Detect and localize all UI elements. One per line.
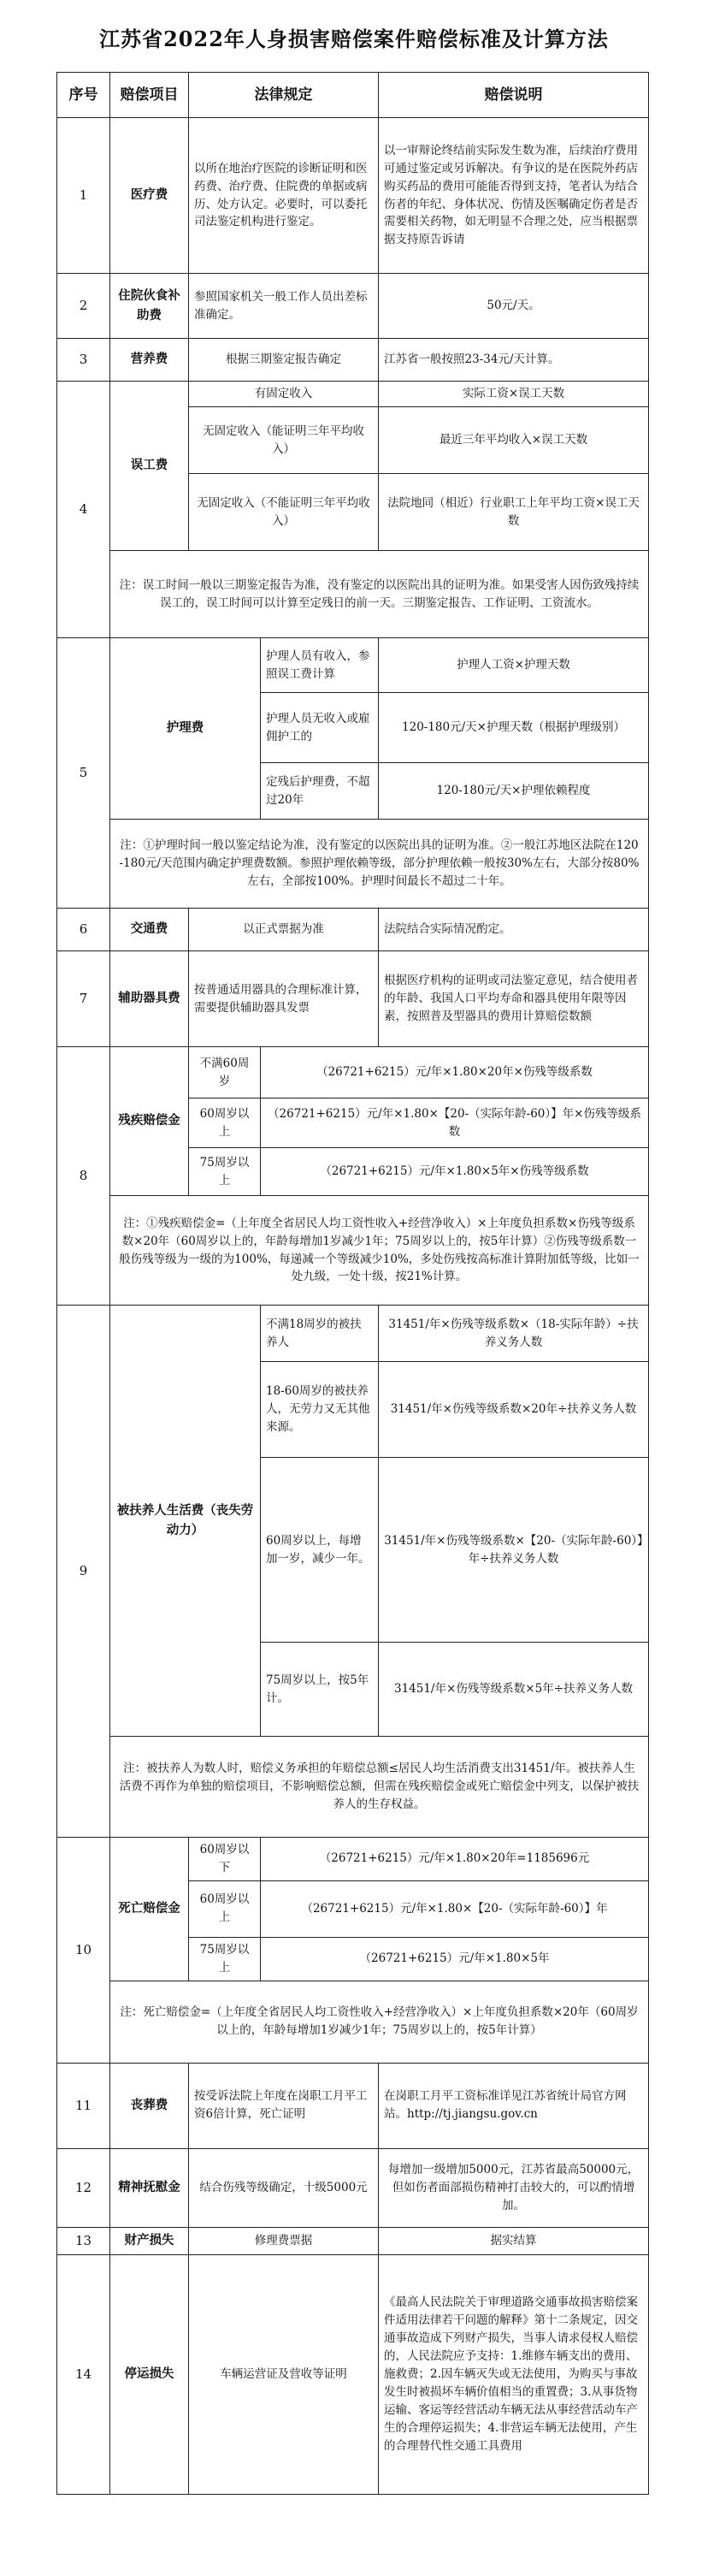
note-cell: 注：误工时间一般以三期鉴定报告为准，没有鉴定的以医院出具的证明为准。如果受害人因伤致残持续误工的，误工时间可以计算至定残日的前一天。三期鉴定报告、工作证明、工资流水。 xyxy=(110,551,649,638)
row-downtime-loss xyxy=(57,2254,649,2494)
header-no: 序号 xyxy=(57,73,110,118)
row-number: 14 xyxy=(57,2254,110,2494)
sub-explain-cell: 31451/年×伤残等级系数×20年÷扶养义务人数 xyxy=(379,1362,649,1458)
law-cell: 以正式票据为准 xyxy=(189,909,379,951)
note-cell: 注：死亡赔偿金=（上年度全省居民人均工资性收入+经营净收入）×上年度负担系数×20年（60周岁以上的，年龄每增加1岁减少1年；75周岁以上的，按5年计算） xyxy=(110,1981,649,2063)
row-number: 8 xyxy=(57,1047,110,1306)
item-name: 营养费 xyxy=(110,339,189,382)
sub-explain-cell: （26721+6215）元/年×1.80×20年=1185696元 xyxy=(261,1838,649,1881)
sub-law-cell: 60周岁以下 xyxy=(189,1838,261,1881)
header-explain: 赔偿说明 xyxy=(379,73,649,118)
row-number: 4 xyxy=(57,382,110,638)
row-disability-note xyxy=(57,1196,649,1306)
law-cell: 结合伤残等级确定，十级5000元 xyxy=(189,2148,379,2227)
item-name: 辅助器具费 xyxy=(110,951,189,1047)
row-nursing-note xyxy=(57,820,649,909)
item-name: 财产损失 xyxy=(110,2227,189,2254)
row-mental-distress xyxy=(57,2148,649,2227)
sub-law-cell: 75周岁以上 xyxy=(189,1937,261,1981)
item-name: 护理费 xyxy=(110,638,261,820)
sub-law-cell: 无固定收入（不能证明三年平均收入） xyxy=(189,474,379,551)
row-number: 6 xyxy=(57,909,110,951)
header-row xyxy=(57,73,649,118)
sub-explain-cell: （26721+6215）元/年×1.80×20年×伤残等级系数 xyxy=(261,1047,649,1099)
explain-cell: 50元/天。 xyxy=(379,274,649,339)
row-lost-wages-note xyxy=(57,551,649,638)
row-number: 9 xyxy=(57,1306,110,1838)
sub-explain-cell: 法院地同（相近）行业职工上年平均工资×误工天数 xyxy=(379,474,649,551)
sub-law-cell: 不满60周岁 xyxy=(189,1047,261,1099)
item-name: 住院伙食补助费 xyxy=(110,274,189,339)
sub-law-cell: 定残后护理费，不超过20年 xyxy=(261,763,379,820)
row-nursing xyxy=(57,638,649,693)
row-dependent-living xyxy=(57,1306,649,1362)
sub-law-cell: 18-60周岁的被扶养人，无劳力又无其他来源。 xyxy=(261,1362,379,1458)
item-name: 停运损失 xyxy=(110,2254,189,2494)
sub-explain-cell: 31451/年×伤残等级系数×5年÷扶养义务人数 xyxy=(379,1643,649,1737)
sub-explain-cell: （26721+6215）元/年×1.80×【20-（实际年龄-60）】年×伤残等级系数 xyxy=(261,1099,649,1148)
explain-cell: 江苏省一般按照23-34元/天计算。 xyxy=(379,339,649,382)
item-name: 精神抚慰金 xyxy=(110,2148,189,2227)
sub-explain-cell: 31451/年×伤残等级系数×（18-实际年龄）÷扶养义务人数 xyxy=(379,1306,649,1362)
sub-explain-cell: 31451/年×伤残等级系数×【20-（实际年龄-60）】年÷扶养义务人数 xyxy=(379,1458,649,1643)
sub-explain-cell: 护理人工资×护理天数 xyxy=(379,638,649,693)
row-number: 7 xyxy=(57,951,110,1047)
sub-law-cell: 75周岁以上，按5年计。 xyxy=(261,1643,379,1737)
sub-law-cell: 无固定收入（能证明三年平均收入） xyxy=(189,407,379,474)
sub-explain-cell: 实际工资×误工天数 xyxy=(379,382,649,407)
item-name: 医疗费 xyxy=(110,118,189,274)
explain-cell: 《最高人民法院关于审理道路交通事故损害赔偿案件适用法律若干问题的解释》第十二条规定，因交通事故造成下列财产损失，当事人请求侵权人赔偿的，人民法院应予支持：1.维修车辆支出的费用、施救费；2.因车辆灭失或无法使用，为购买与事故发生时被损坏车辆价值相当的重置费；3.从事货物运输、客运等经营活动车辆无法从事经营活动车产生的合理停运损失；4.非营运车辆无法使用，产生的合理替代性交通工具费用 xyxy=(379,2254,649,2494)
row-number: 1 xyxy=(57,118,110,274)
explain-cell: 据实结算 xyxy=(379,2227,649,2254)
sub-explain-cell: （26721+6215）元/年×1.80×5年×伤残等级系数 xyxy=(261,1148,649,1196)
item-name: 丧葬费 xyxy=(110,2063,189,2148)
item-name: 交通费 xyxy=(110,909,189,951)
sub-explain-cell: 120-180元/天×护理天数（根据护理级别） xyxy=(379,693,649,763)
row-meal-allowance xyxy=(57,274,649,339)
sub-law-cell: 60周岁以上 xyxy=(189,1099,261,1148)
law-cell: 修理费票据 xyxy=(189,2227,379,2254)
sub-law-cell: 60周岁以上，每增加一岁，减少一年。 xyxy=(261,1458,379,1643)
compensation-table xyxy=(56,72,649,2495)
row-transport xyxy=(57,909,649,951)
sub-law-cell: 60周岁以上 xyxy=(189,1880,261,1937)
explain-cell: 每增加一级增加5000元，江苏省最高50000元，但如伤者面部损伤精神打击较大的，可以酌情增加。 xyxy=(379,2148,649,2227)
explain-cell: 根据医疗机构的证明或司法鉴定意见，结合使用者的年龄、我国人口平均寿命和器具使用年限等因素，按照普及型器具的费用计算赔偿数额 xyxy=(379,951,649,1047)
row-nutrition xyxy=(57,339,649,382)
sub-law-cell: 不满18周岁的被扶养人 xyxy=(261,1306,379,1362)
row-funeral xyxy=(57,2063,649,2148)
sub-law-cell: 护理人员无收入或雇佣护工的 xyxy=(261,693,379,763)
row-number: 10 xyxy=(57,1838,110,2064)
header-item: 赔偿项目 xyxy=(110,73,189,118)
explain-cell: 以一审辩论终结前实际发生数为准，后续治疗费用可通过鉴定或另诉解决。有争议的是在医院外药店购买药品的费用可能能否得到支持，笔者认为结合伤者的年纪、身体状况、伤情及医嘱确定伤者是否需要相关药物，如无明显不合理之处，应当根据票据支持原告诉请 xyxy=(379,118,649,274)
note-cell: 注：①护理时间一般以鉴定结论为准，没有鉴定的以医院出具的证明为准。②一般江苏地区法院在120-180元/天范围内确定护理费数额。参照护理依赖等级，部分护理依赖一般按30%左右，大部分按80%左右，全部按100%。护理时间最长不超过二十年。 xyxy=(110,820,649,909)
item-name: 被扶养人生活费（丧失劳动力） xyxy=(110,1306,261,1737)
sub-law-cell: 75周岁以上 xyxy=(189,1148,261,1196)
law-cell: 以所在地治疗医院的诊断证明和医药费、治疗费、住院费的单据或病历、处方认定。必要时，可以委托司法鉴定机构进行鉴定。 xyxy=(189,118,379,274)
row-number: 13 xyxy=(57,2227,110,2254)
row-dependent-living-note xyxy=(57,1737,649,1838)
note-cell: 注：被扶养人为数人时，赔偿义务承担的年赔偿总额≤居民人均生活消费支出31451/年。被扶养人生活费不再作为单独的赔偿项目，不影响赔偿总额，但需在残疾赔偿金或死亡赔偿金中列支，以保护被扶养人的生存权益。 xyxy=(110,1737,649,1838)
item-name: 残疾赔偿金 xyxy=(110,1047,189,1196)
explain-cell: 在岗职工月平工资标准详见江苏省统计局官方网站。http://tj.jiangsu.gov.cn xyxy=(379,2063,649,2148)
law-cell: 按受诉法院上年度在岗职工月平工资6倍计算，死亡证明 xyxy=(189,2063,379,2148)
sub-law-cell: 有固定收入 xyxy=(189,382,379,407)
law-cell: 车辆运营证及营收等证明 xyxy=(189,2254,379,2494)
row-property-loss xyxy=(57,2227,649,2254)
row-death-compensation xyxy=(57,1838,649,1881)
law-cell: 根据三期鉴定报告确定 xyxy=(189,339,379,382)
row-death-compensation-note xyxy=(57,1981,649,2063)
sub-explain-cell: 最近三年平均收入×误工天数 xyxy=(379,407,649,474)
row-assistive-device xyxy=(57,951,649,1047)
sub-explain-cell: 120-180元/天×护理依赖程度 xyxy=(379,763,649,820)
note-cell: 注：①残疾赔偿金=（上年度全省居民人均工资性收入+经营净收入）×上年度负担系数×伤残等级系数×20年（60周岁以上的，年龄每增加1岁减少1年；75周岁以上的，按5年计算）②伤残等级系数一般伤残等级为一级的为100%，每递减一个等级减少10%，多处伤残按高标准计算附加低等级，比如一处九级，一处十级，按21%计算。 xyxy=(110,1196,649,1306)
sub-law-cell: 护理人员有收入，参照误工费计算 xyxy=(261,638,379,693)
item-name: 死亡赔偿金 xyxy=(110,1838,189,1981)
row-number: 3 xyxy=(57,339,110,382)
explain-cell: 法院结合实际情况酌定。 xyxy=(379,909,649,951)
header-law: 法律规定 xyxy=(189,73,379,118)
law-cell: 参照国家机关一般工作人员出差标准确定。 xyxy=(189,274,379,339)
row-number: 11 xyxy=(57,2063,110,2148)
page-title: 江苏省2022年人身损害赔偿案件赔偿标准及计算方法 xyxy=(99,27,609,51)
item-name: 误工费 xyxy=(110,382,189,551)
row-medical xyxy=(57,118,649,274)
row-lost-wages xyxy=(57,382,649,407)
sub-explain-cell: （26721+6215）元/年×1.80×5年 xyxy=(261,1937,649,1981)
row-number: 5 xyxy=(57,638,110,909)
row-disability xyxy=(57,1047,649,1099)
sub-explain-cell: （26721+6215）元/年×1.80×【20-（实际年龄-60）】年 xyxy=(261,1880,649,1937)
law-cell: 按普通适用器具的合理标准计算，需要提供辅助器具发票 xyxy=(189,951,379,1047)
row-number: 2 xyxy=(57,274,110,339)
row-number: 12 xyxy=(57,2148,110,2227)
